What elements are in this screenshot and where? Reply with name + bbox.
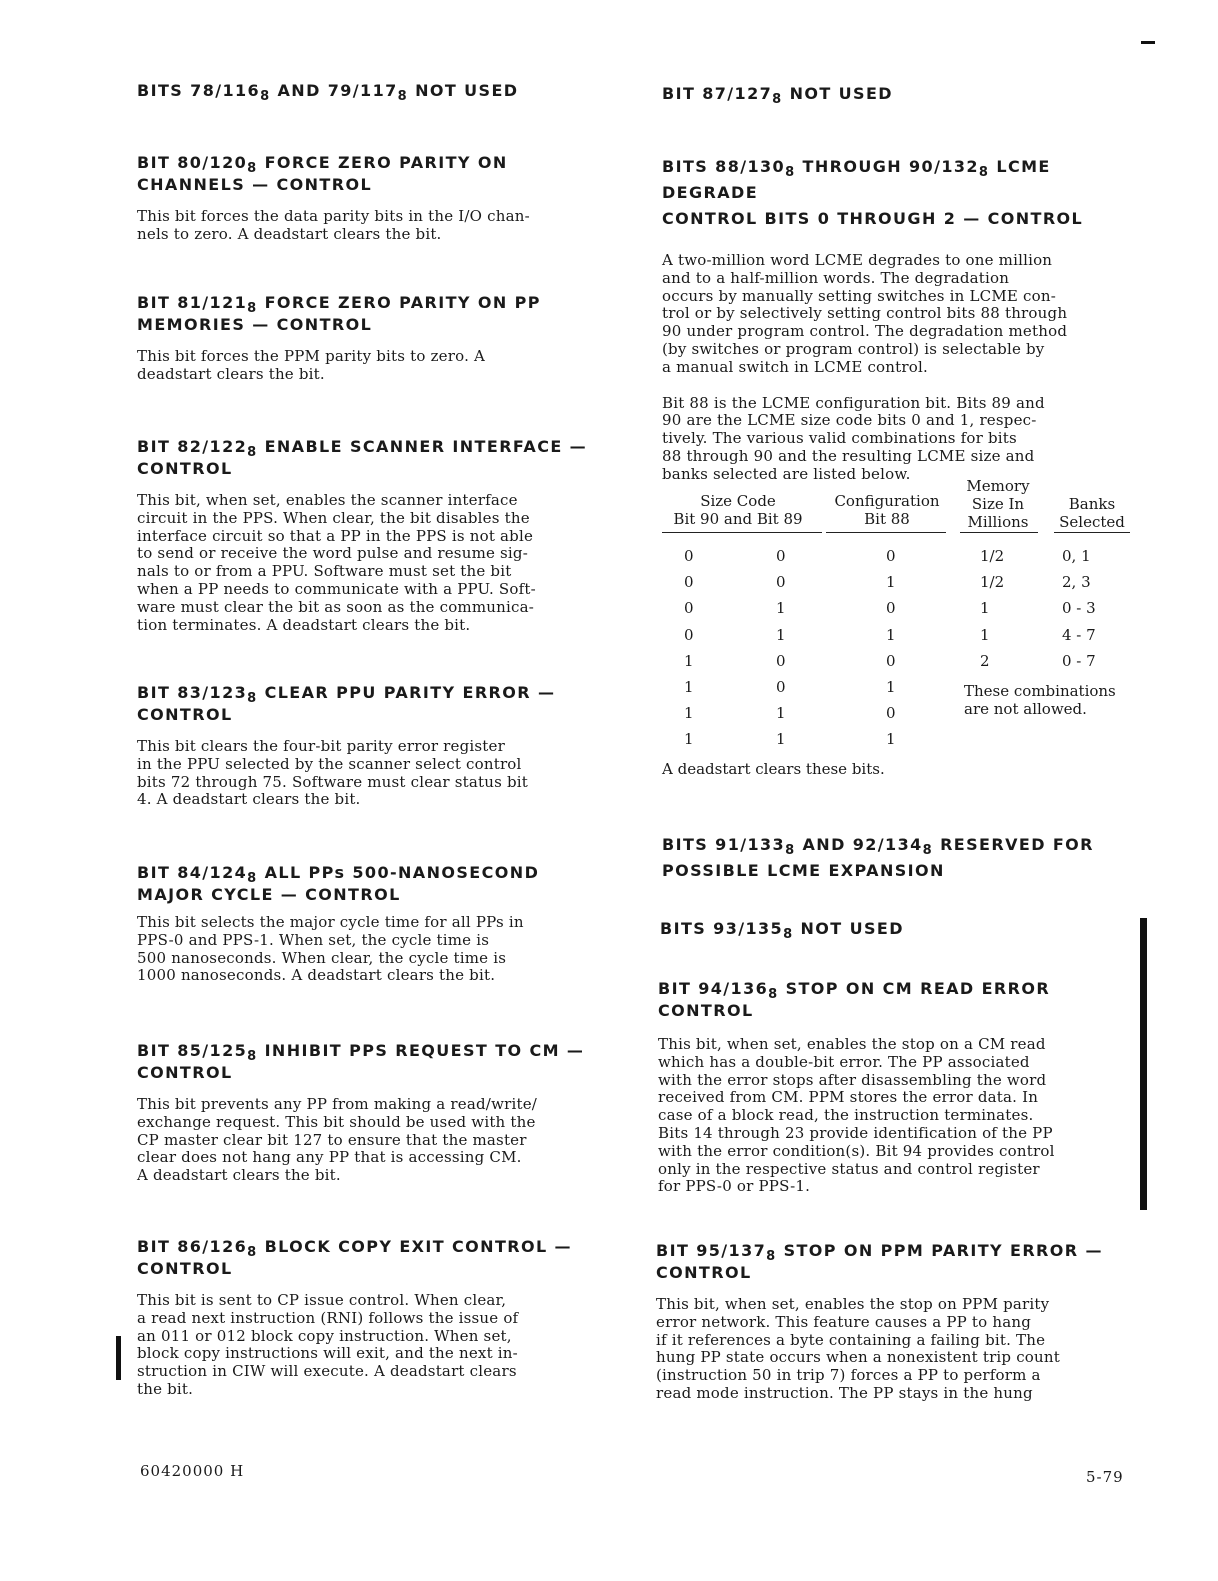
table-note: These combinations are not allowed. [964, 682, 1116, 718]
table-cell: 0 [886, 599, 896, 618]
table-cell: 1 [886, 730, 896, 749]
section-bit-85 [137, 1040, 612, 1185]
table-cell: 0, 1 [1062, 547, 1091, 565]
section-body: This bit selects the major cycle time for all PPs in PPS-0 and PPS-1. When set, the cycle time is 500 nanoseconds. When clear, the cycle time is 1000 nanoseconds. A deadstart clears the bit. [137, 913, 524, 985]
table-cell: 0 - 3 [1062, 599, 1096, 618]
section-bits-91-92 [662, 832, 1152, 884]
section-body: This bit prevents any PP from making a read/write/ exchange request. This bit should be used with the CP master clear bit 127 to ensure that the master clear does not hang any PP that is accessing CM. A deadstart clears the bit. [137, 1095, 538, 1185]
section-body: This bit forces the PPM parity bits to zero. A deadstart clears the bit. [137, 347, 486, 383]
table-cell: 0 [886, 651, 896, 670]
table-cell: 1/2 [980, 573, 1005, 592]
section-bit-84 [137, 862, 612, 985]
section-bit-83 [137, 682, 612, 809]
table-cell: 2, 3 [1062, 573, 1091, 592]
change-bar [1140, 918, 1147, 1210]
section-bit-80 [137, 152, 612, 244]
table-cell: 1 [776, 625, 786, 644]
table-cell: 1 [684, 704, 694, 723]
table-header-size-code: Size Code Bit 90 and Bit 89 [673, 492, 803, 528]
section-body: This bit forces the data parity bits in the I/O chan- nels to zero. A deadstart clears the bit. [137, 207, 530, 243]
corner-mark [1141, 41, 1155, 44]
section-heading: BITS $78/116_8$ AND $79/117_8$ NOT USED [137, 81, 519, 104]
table-cell: 1 [684, 678, 694, 696]
table-cell: 0 [684, 573, 694, 592]
table-footnote: A deadstart clears these bits. [662, 760, 885, 778]
section-body-2: Bit 88 is the LCME configuration bit. Bits 89 and 90 are the LCME size code bits 0 and 1, respec- tively. The various valid combinations for bits 88 through 90 and the resulting LCME size and banks selected are listed below. [662, 393, 1045, 483]
section-bits-78-79 [137, 80, 612, 102]
section-heading: BIT $86/126_8$ BLOCK COPY EXIT CONTROL — CONTROL [137, 1237, 572, 1278]
table-header-memory-size: Memory Size In Millions [966, 477, 1030, 531]
table-cell: 1 [776, 730, 786, 749]
table-header-rule [662, 532, 822, 533]
table-cell: 0 [886, 547, 896, 565]
table-cell: 0 [886, 704, 896, 723]
section-bit-94 [658, 978, 1148, 1196]
section-bits-88-90 [662, 154, 1152, 484]
change-bar [116, 1336, 121, 1380]
document-number: 60420000 H [140, 1462, 245, 1480]
section-heading: BIT $95/137_8$ STOP ON PPM PARITY ERROR — CONTROL [656, 1241, 1103, 1282]
section-bit-81 [137, 292, 612, 384]
table-header-configuration: Configuration Bit 88 [834, 492, 940, 528]
table-header-rule [826, 532, 946, 533]
section-bit-87 [662, 83, 1152, 105]
section-heading: BIT $82/122_8$ ENABLE SCANNER INTERFACE — CONTROL [137, 437, 588, 478]
table-cell: 0 [776, 651, 786, 670]
section-body: A two-million word LCME degrades to one million and to a half-million words. The degradation occurs by manually setting switches in LCME con- trol or by selectively setting control bits 88 through 90 under program control. The degradation method (by switches or program control) is selectable by a manual switch in LCME control. [662, 251, 1068, 376]
table-header-rule [1054, 532, 1130, 533]
table-cell: 1 [980, 625, 990, 644]
table-cell: 1 [886, 678, 896, 696]
table-cell: 1 [980, 599, 990, 618]
table-cell: 1/2 [980, 547, 1005, 565]
section-bit-86 [137, 1236, 612, 1399]
section-heading: BIT $87/127_8$ NOT USED [662, 84, 893, 107]
section-heading: BITS $93/135_8$ NOT USED [660, 919, 904, 942]
table-header-rule [960, 532, 1038, 533]
section-body: This bit is sent to CP issue control. When clear, a read next instruction (RNI) follows the issue of an 011 or 012 block copy instruction. When set, block copy instructions will exit, and the next in- struction in CIW will execute. A deadstart clears the bit. [137, 1291, 519, 1398]
section-heading: BIT $94/136_8$ STOP ON CM READ ERROR CONTROL [658, 979, 1051, 1020]
section-heading: BIT $83/123_8$ CLEAR PPU PARITY ERROR — CONTROL [137, 683, 556, 724]
table-cell: 4 - 7 [1062, 625, 1096, 644]
section-bit-95 [656, 1240, 1146, 1403]
table-cell: 1 [684, 730, 694, 749]
section-heading: BIT $84/124_8$ ALL PPs 500-NANOSECOND MAJOR CYCLE — CONTROL [137, 863, 540, 904]
section-heading: BIT $85/125_8$ INHIBIT PPS REQUEST TO CM — CONTROL [137, 1041, 585, 1082]
table-cell: 1 [776, 704, 786, 723]
table-cell: 0 [776, 573, 786, 592]
table-cell: 0 [776, 678, 786, 696]
table-cell: 0 [776, 547, 786, 565]
section-bit-82 [137, 436, 612, 634]
table-header-banks: Banks Selected [1059, 495, 1125, 531]
table-cell: 2 [980, 651, 990, 670]
page-number: 5-79 [1086, 1468, 1124, 1486]
section-body: This bit, when set, enables the stop on a CM read which has a double-bit error. The PP associated with the error stops after disassembling the word received from CM. PPM stores the error data. In case of a block read, the instruction terminates. Bits 14 through 23 provide identification of the PP with the error condition(s). Bit 94 provides control only in the respective status and control register for PPS-0 or PPS-1. [658, 1035, 1055, 1196]
table-cell: 1 [886, 625, 896, 644]
table-cell: 0 - 7 [1062, 651, 1096, 670]
section-body: This bit, when set, enables the scanner interface circuit in the PPS. When clear, the bit disables the interface circuit so that a PP in the PPS is not able to send or receive the word pulse and resume sig- nals to or from a PPU. Software must set the bit when a PP needs to communicate with a PPU. Soft- ware must clear the bit as soon as the communica- tion terminates. A deadstart clears the bit. [137, 491, 536, 634]
section-bits-93 [660, 918, 1150, 940]
section-body: This bit clears the four-bit parity error register in the PPU selected by the scanner select control bits 72 through 75. Software must clear status bit 4. A deadstart clears the bit. [137, 737, 529, 809]
table-cell: 0 [684, 547, 694, 565]
section-heading: BITS $88/130_8$ THROUGH $90/132_8$ LCME DEGRADE CONTROL BITS 0 THROUGH 2 — CONTROL [662, 157, 1084, 228]
table-cell: 1 [886, 573, 896, 592]
table-cell: 1 [776, 599, 786, 618]
table-cell: 0 [684, 625, 694, 644]
section-body: This bit, when set, enables the stop on PPM parity error network. This feature causes a PP to hang if it references a byte containing a failing bit. The hung PP state occurs when a nonexistent trip count (instruction 50 in trip 7) forces a PP to perform a read mode instruction. The PP stays in the hung [656, 1295, 1060, 1402]
section-heading: BIT $80/120_8$ FORCE ZERO PARITY ON CHANNELS — CONTROL [137, 153, 508, 194]
table-cell: 0 [684, 599, 694, 618]
section-heading: BIT $81/121_8$ FORCE ZERO PARITY ON PP MEMORIES — CONTROL [137, 293, 541, 334]
section-heading: BITS $91/133_8$ AND $92/134_8$ RESERVED FOR POSSIBLE LCME EXPANSION [662, 835, 1094, 880]
table-cell: 1 [684, 651, 694, 670]
